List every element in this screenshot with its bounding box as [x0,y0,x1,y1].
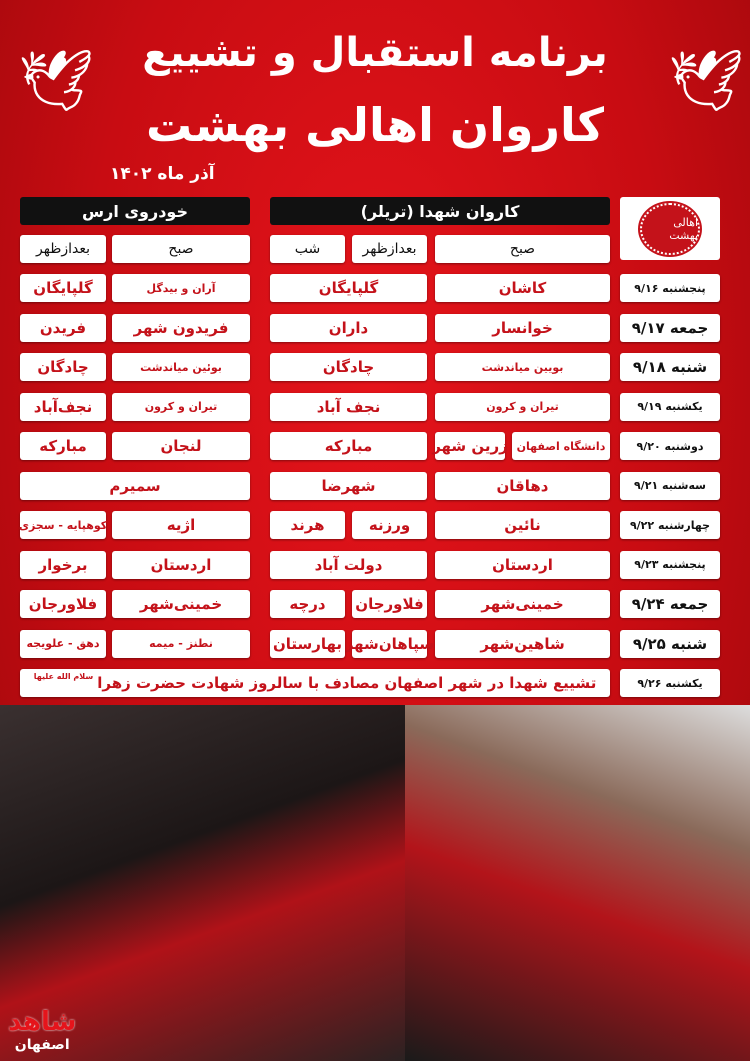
title-line1: برنامه استقبال و تشییع [142,30,608,76]
cell-aras-morning: لنجان [112,432,250,460]
cell-trailer-afternoon-night: چادگان [270,353,427,381]
cell-trailer-afternoon-night: شهرضا [270,472,427,500]
cell-aras-morning: خمینی‌شهر [112,590,250,618]
note-text: تشییع شهدا در شهر اصفهان مصادف با سالروز شهادت حضرت زهرا [97,674,597,692]
cell-trailer-afternoon: فلاورجان [352,590,427,618]
logo-text: اهالی بهشت [640,203,700,255]
subheader-trailer-afternoon: بعدازظهر [352,235,427,263]
photo-mourners [405,705,750,1061]
cell-aras-afternoon: چادگان [20,353,106,381]
cell-trailer-afternoon: سپاهان‌شهر [352,630,427,658]
cell-trailer-morning: نائین [435,511,610,539]
cell-trailer-morning-b: زرین شهر [435,432,505,460]
cell-aras-afternoon: گلپایگان [20,274,106,302]
note-honorific: سلام الله علیها [33,672,94,681]
cell-aras-morning: نطنز - میمه [112,630,250,658]
cell-aras-afternoon: نجف‌آباد [20,393,106,421]
cell-date: شنبه ۹/۲۵ [620,630,720,658]
cell-date: سه‌شنبه ۹/۲۱ [620,472,720,500]
subheader-trailer-morning: صبح [435,235,610,263]
cell-date: جمعه ۹/۱۷ [620,314,720,342]
cell-aras-afternoon: کوهپایه - سجزی [20,511,106,539]
cell-trailer-afternoon-night: نجف آباد [270,393,427,421]
dove-icon: 🕊 [18,46,95,116]
cell-trailer-morning: بویین میاندشت [435,353,610,381]
cell-trailer-morning: اردستان [435,551,610,579]
cell-trailer-night: هرند [270,511,345,539]
cell-date: شنبه ۹/۱۸ [620,353,720,381]
cell-aras-morning: آران و بیدگل [112,274,250,302]
cell-aras-morning: تیران و کرون [112,393,250,421]
cell-aras-afternoon: فلاورجان [20,590,106,618]
header-trailer: کاروان شهدا (تریلر) [270,197,610,225]
cell-date: پنجشنبه ۹/۲۳ [620,551,720,579]
cell-date: چهارشنبه ۹/۲۲ [620,511,720,539]
cell-trailer-afternoon-night: دولت آباد [270,551,427,579]
cell-trailer-morning: کاشان [435,274,610,302]
cell-date: دوشنبه ۹/۲۰ [620,432,720,460]
title-line2: کاروان اهالی بهشت [145,98,605,152]
cell-trailer-afternoon-night: مبارکه [270,432,427,460]
cell-aras-afternoon: مبارکه [20,432,106,460]
cell-aras-afternoon: برخوار [20,551,106,579]
cell-aras-morning: بوئین میاندشت [112,353,250,381]
cell-trailer-morning: تیران و کرون [435,393,610,421]
cell-trailer-morning-a: دانشگاه اصفهان [512,432,610,460]
cell-aras-morning: فریدون شهر [112,314,250,342]
watermark-city: اصفهان [14,1037,70,1053]
cell-aras-afternoon: دهق - علویجه [20,630,106,658]
cell-aras-all: سمیرم [20,472,250,500]
watermark-logo [8,1007,76,1053]
subheader-aras-morning: صبح [112,235,250,263]
cell-trailer-afternoon-night: داران [270,314,427,342]
cell-aras-morning: اژیه [112,511,250,539]
cell-trailer-morning: خوانسار [435,314,610,342]
watermark-mark: شاهد [8,1007,77,1037]
cell-note [20,669,610,697]
cell-date: جمعه ۹/۲۴ [620,590,720,618]
cell-trailer-morning: خمینی‌شهر [435,590,610,618]
subheader-trailer-night: شب [270,235,345,263]
cell-trailer-morning: دهاقان [435,472,610,500]
cell-trailer-night: بهارستان [270,630,345,658]
cell-date: پنجشنبه ۹/۱۶ [620,274,720,302]
header-aras: خودروی ارس [20,197,250,225]
subheader-aras-afternoon: بعدازظهر [20,235,106,263]
cell-aras-morning: اردستان [112,551,250,579]
cell-date: یکشنبه ۹/۱۹ [620,393,720,421]
title-date: آذر ماه ۱۴۰۲ [110,164,215,184]
cell-trailer-morning: شاهین‌شهر [435,630,610,658]
cell-trailer-afternoon-night: گلپایگان [270,274,427,302]
logo [620,197,720,260]
cell-trailer-night: درچه [270,590,345,618]
cell-aras-afternoon: فریدن [20,314,106,342]
cell-date: یکشنبه ۹/۲۶ [620,669,720,697]
cell-trailer-afternoon: ورزنه [352,511,427,539]
dove-icon: 🕊 [668,46,745,116]
